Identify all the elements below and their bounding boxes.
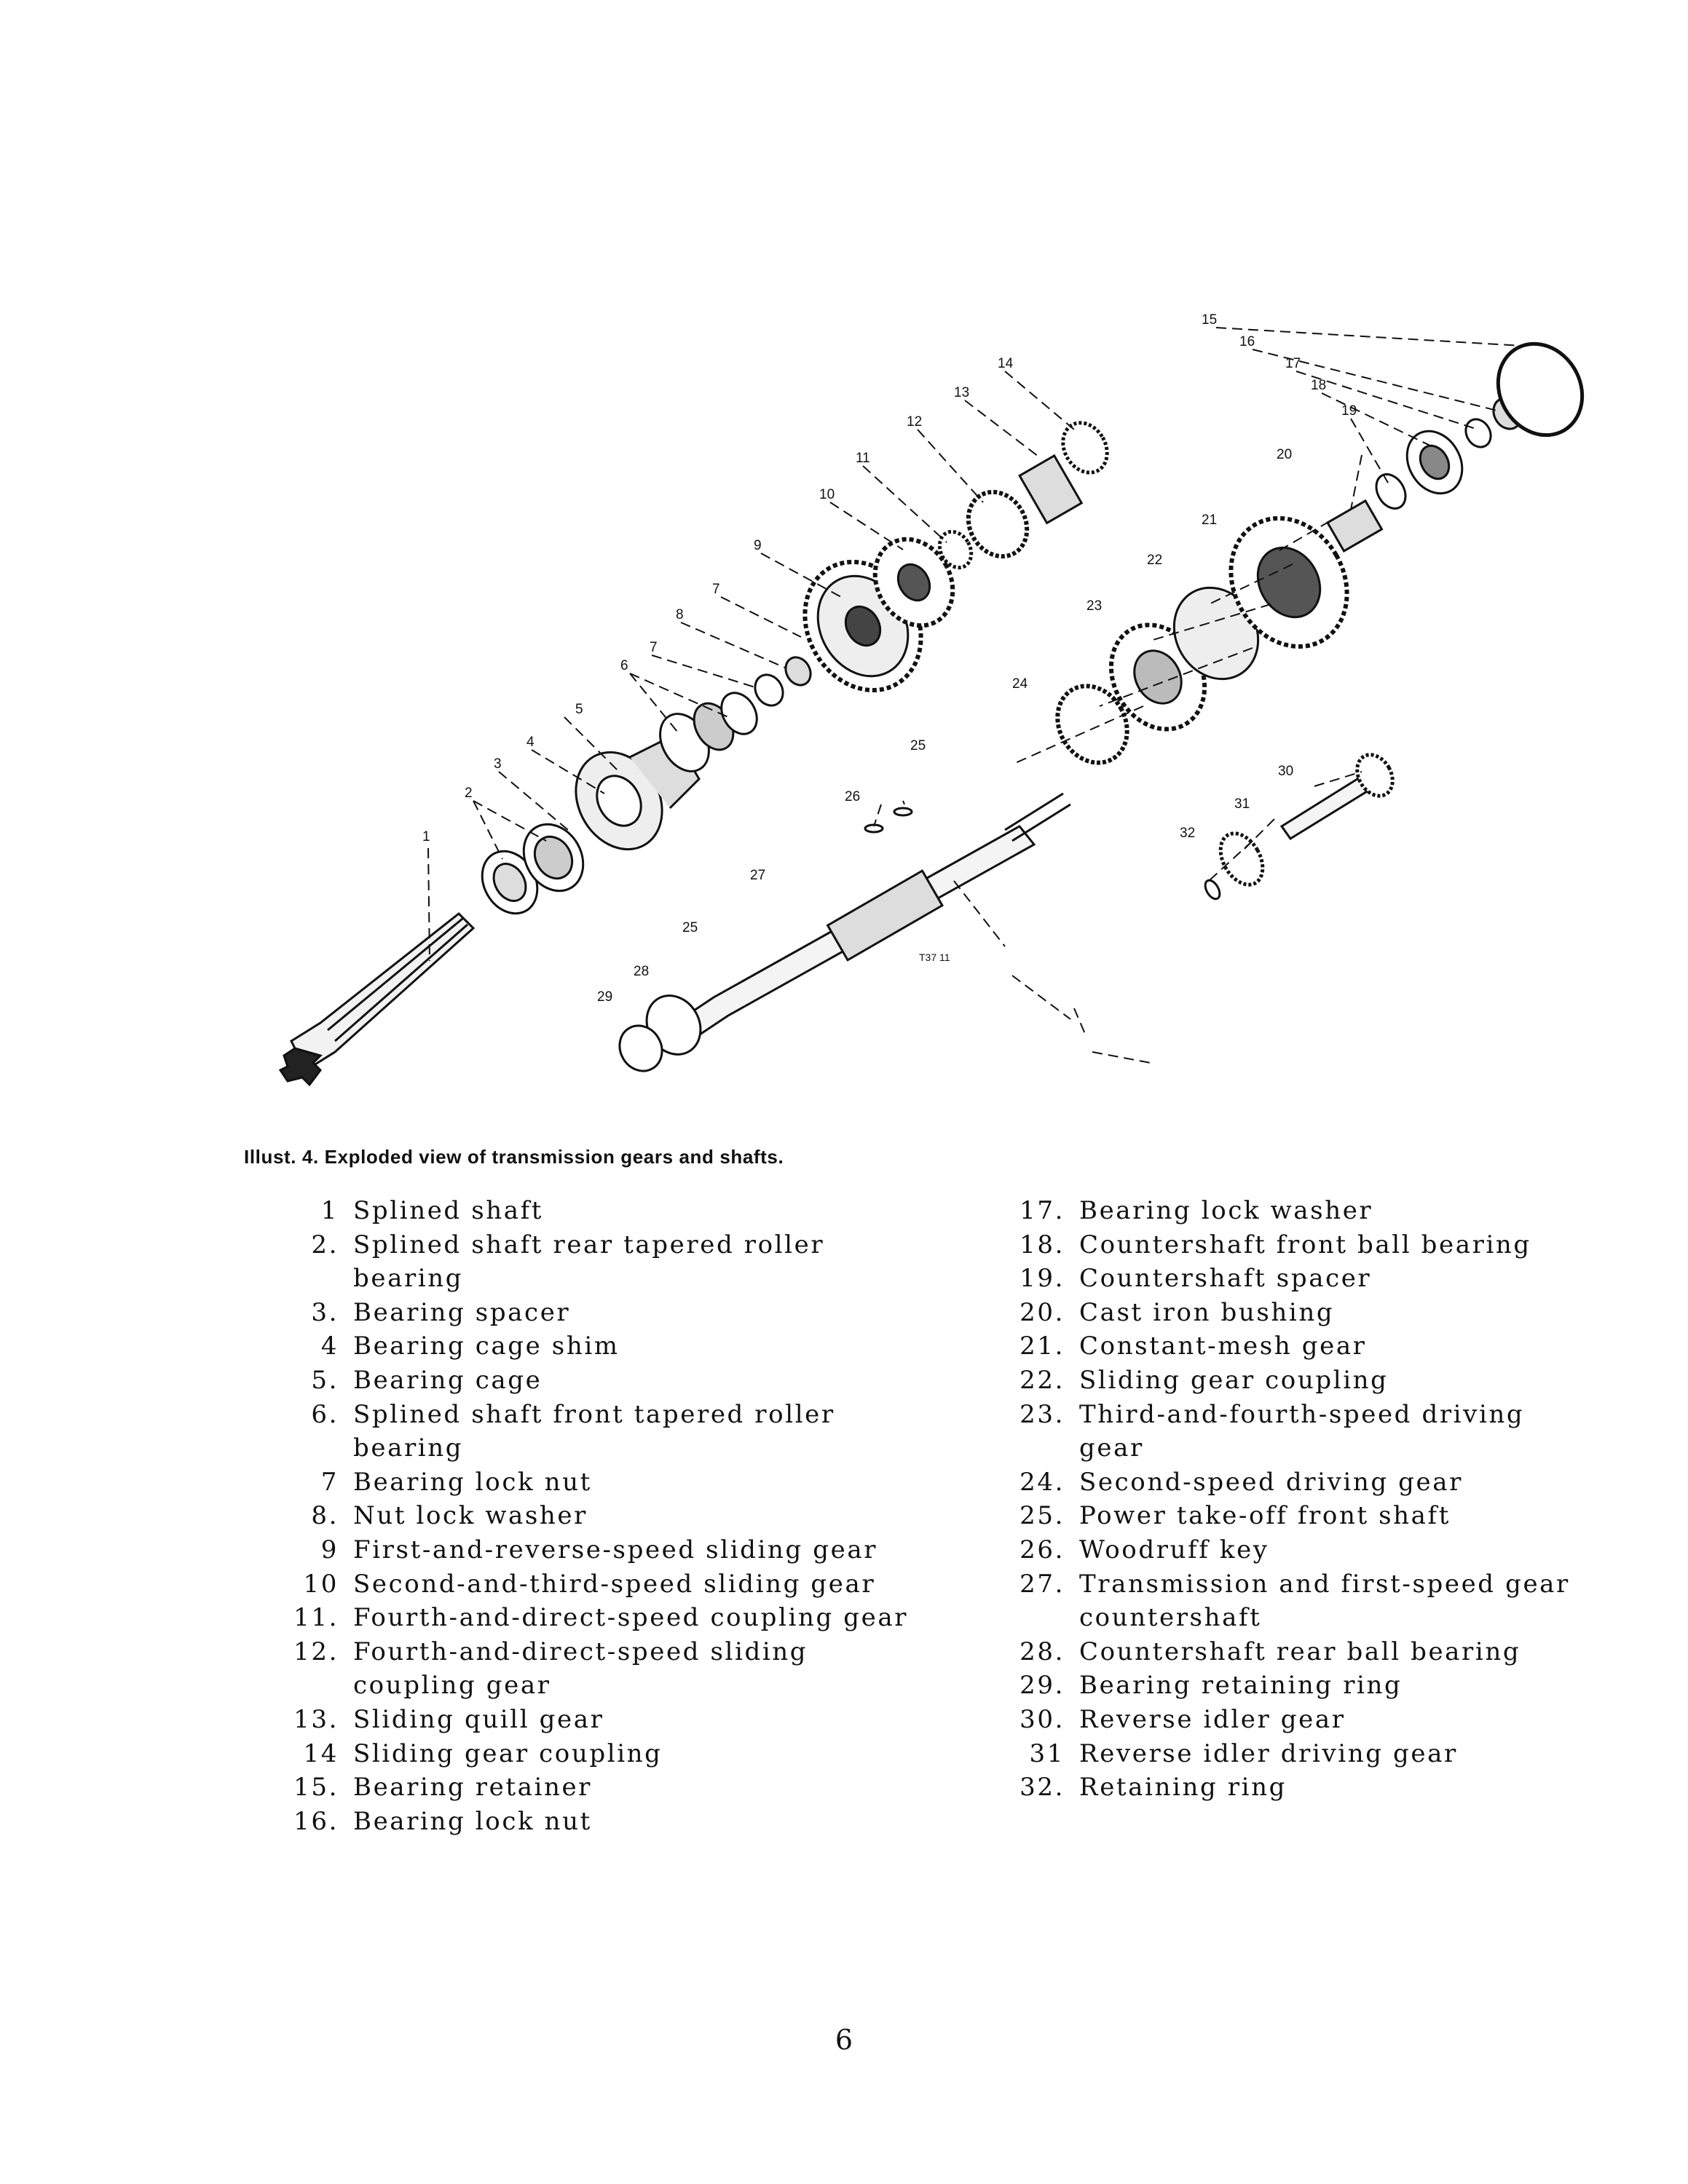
callout-30: 30 <box>1278 764 1294 779</box>
part-name: Woodruff key <box>1079 1535 1269 1564</box>
part-name: Reverse idler gear <box>1079 1704 1346 1734</box>
part-number: 11. <box>293 1603 339 1633</box>
callout-31: 31 <box>1234 796 1250 812</box>
part-number: 29. <box>1019 1671 1065 1701</box>
part-number: 20. <box>1019 1297 1065 1327</box>
callout-15: 15 <box>1202 312 1218 328</box>
part-number: 30. <box>1019 1704 1065 1734</box>
part-name: Bearing lock washer <box>1079 1196 1373 1225</box>
callout-21: 21 <box>1202 513 1218 528</box>
callout-7b: 7 <box>712 582 720 597</box>
list-item <box>983 1465 1638 1500</box>
part-name: Bearing retaining ring <box>1079 1671 1403 1701</box>
list-item <box>983 1329 1638 1364</box>
list-item <box>983 1364 1638 1398</box>
part-name: Bearing lock nut <box>353 1467 592 1497</box>
part-name: Countershaft rear ball bearing <box>1079 1637 1521 1666</box>
part-name: Sliding gear coupling <box>1079 1365 1389 1395</box>
callout-23: 23 <box>1086 598 1103 614</box>
list-item <box>280 1296 979 1330</box>
list-item <box>983 1703 1638 1737</box>
list-item <box>983 1567 1638 1635</box>
part-number: 8. <box>311 1501 339 1531</box>
callout-17: 17 <box>1285 356 1301 371</box>
illustration-svg <box>277 291 1602 1121</box>
list-item <box>280 1228 979 1296</box>
list-item <box>983 1499 1638 1533</box>
list-item <box>983 1533 1638 1567</box>
part-name: Second-speed driving gear <box>1079 1467 1463 1497</box>
list-item <box>983 1635 1638 1669</box>
list-item <box>280 1499 979 1533</box>
callout-16: 16 <box>1239 334 1255 349</box>
callout-10: 10 <box>819 487 835 502</box>
part-name: Sliding quill gear <box>353 1704 604 1734</box>
part-number: 6. <box>311 1399 339 1429</box>
callout-9: 9 <box>754 538 762 553</box>
figure-caption: Illust. 4. Exploded view of transmission gears and shafts. <box>244 1146 784 1168</box>
part-name: Bearing lock nut <box>353 1806 592 1836</box>
part-number: 1 <box>320 1196 339 1225</box>
parts-list-left <box>280 1194 979 1838</box>
list-item <box>983 1194 1638 1228</box>
callout-25b: 25 <box>682 920 698 935</box>
callout-2: 2 <box>465 786 473 801</box>
part-number: 27. <box>1019 1569 1065 1599</box>
callout-13: 13 <box>954 385 970 400</box>
part-number: 17. <box>1019 1196 1065 1225</box>
callout-20: 20 <box>1277 447 1293 462</box>
list-item <box>280 1703 979 1737</box>
part-name: Sliding gear coupling <box>353 1738 663 1768</box>
exploded-view-illustration <box>277 291 1602 1121</box>
callout-24: 24 <box>1012 676 1028 692</box>
part-number: 10 <box>303 1569 339 1599</box>
callout-28: 28 <box>634 964 650 979</box>
list-item <box>983 1228 1638 1262</box>
part-number: 28. <box>1019 1637 1065 1666</box>
list-item <box>983 1262 1638 1296</box>
part-name: Nut lock washer <box>353 1501 588 1531</box>
page-number: 6 <box>835 2024 853 2056</box>
list-item <box>280 1465 979 1500</box>
list-item <box>280 1601 979 1635</box>
part-name: Cast iron bushing <box>1079 1297 1335 1327</box>
plate-code: T37 11 <box>919 951 950 963</box>
callout-4: 4 <box>526 735 535 750</box>
part-number: 9 <box>320 1535 339 1564</box>
part-number: 23. <box>1019 1399 1065 1429</box>
part-name: Transmission and first-speed gear countershaft <box>1079 1569 1570 1633</box>
part-name: Countershaft spacer <box>1079 1264 1372 1294</box>
part-name: Second-and-third-speed sliding gear <box>353 1569 876 1599</box>
list-item <box>280 1533 979 1567</box>
part-name: Retaining ring <box>1079 1773 1287 1803</box>
callout-32: 32 <box>1180 826 1196 841</box>
list-item <box>983 1770 1638 1805</box>
part-number: 19. <box>1019 1264 1065 1294</box>
callout-27: 27 <box>750 868 766 883</box>
list-item <box>280 1770 979 1805</box>
rear-bearing-drawing <box>471 813 595 923</box>
part-name: Splined shaft <box>353 1196 544 1225</box>
list-item <box>280 1635 979 1703</box>
part-number: 31 <box>1029 1738 1065 1768</box>
callout-29: 29 <box>597 989 613 1005</box>
part-number: 16. <box>293 1806 339 1836</box>
part-number: 26. <box>1019 1535 1065 1564</box>
splined-shaft-drawing <box>280 914 473 1085</box>
part-number: 14 <box>303 1738 339 1768</box>
callout-22: 22 <box>1147 553 1163 568</box>
part-name: Splined shaft rear tapered roller bearing <box>353 1230 825 1294</box>
callout-1: 1 <box>422 829 430 844</box>
countershaft-drawing <box>612 794 1070 1079</box>
callout-6: 6 <box>620 658 628 673</box>
part-name: Bearing spacer <box>353 1297 571 1327</box>
part-number: 7 <box>320 1467 339 1497</box>
part-number: 18. <box>1019 1230 1065 1259</box>
part-number: 13. <box>293 1704 339 1734</box>
list-item <box>983 1398 1638 1465</box>
list-item <box>280 1329 979 1364</box>
part-number: 2. <box>311 1230 339 1259</box>
part-name: Third-and-fourth-speed driving gear <box>1079 1399 1525 1463</box>
callout-26: 26 <box>845 789 861 804</box>
part-name: Reverse idler driving gear <box>1079 1738 1458 1768</box>
part-name: Splined shaft front tapered roller bearing <box>353 1399 835 1463</box>
parts-list-right <box>983 1194 1638 1805</box>
part-number: 32. <box>1019 1773 1065 1803</box>
part-number: 24. <box>1019 1467 1065 1497</box>
callout-3: 3 <box>494 756 502 772</box>
part-number: 5. <box>311 1365 339 1395</box>
callout-8: 8 <box>676 607 684 622</box>
list-item <box>983 1296 1638 1330</box>
part-number: 15. <box>293 1773 339 1803</box>
part-name: Fourth-and-direct-speed coupling gear <box>353 1603 909 1633</box>
callout-19: 19 <box>1341 403 1357 419</box>
part-name: First-and-reverse-speed sliding gear <box>353 1535 878 1564</box>
part-name: Fourth-and-direct-speed sliding coupling gear <box>353 1637 808 1701</box>
part-name: Bearing cage <box>353 1365 543 1395</box>
part-number: 12. <box>293 1637 339 1666</box>
part-name: Bearing cage shim <box>353 1332 620 1361</box>
part-name: Power take-off front shaft <box>1079 1501 1451 1531</box>
list-item <box>280 1805 979 1839</box>
list-item <box>983 1737 1638 1771</box>
part-number: 3. <box>311 1297 339 1327</box>
callout-7a: 7 <box>650 640 658 655</box>
callout-11: 11 <box>856 451 870 466</box>
list-item <box>983 1669 1638 1703</box>
callout-18: 18 <box>1311 378 1327 393</box>
list-item <box>280 1194 979 1228</box>
part-number: 21. <box>1019 1332 1065 1361</box>
callout-12: 12 <box>907 414 923 430</box>
part-number: 4 <box>320 1332 339 1361</box>
part-name: Countershaft front ball bearing <box>1079 1230 1531 1259</box>
callout-5: 5 <box>575 702 583 717</box>
list-item <box>280 1567 979 1602</box>
list-item <box>280 1398 979 1465</box>
callout-14: 14 <box>998 356 1014 371</box>
list-item <box>280 1737 979 1771</box>
callout-25a: 25 <box>910 738 926 753</box>
part-name: Constant-mesh gear <box>1079 1332 1367 1361</box>
list-item <box>280 1364 979 1398</box>
part-number: 22. <box>1019 1365 1065 1395</box>
part-name: Bearing retainer <box>353 1773 593 1803</box>
part-number: 25. <box>1019 1501 1065 1531</box>
